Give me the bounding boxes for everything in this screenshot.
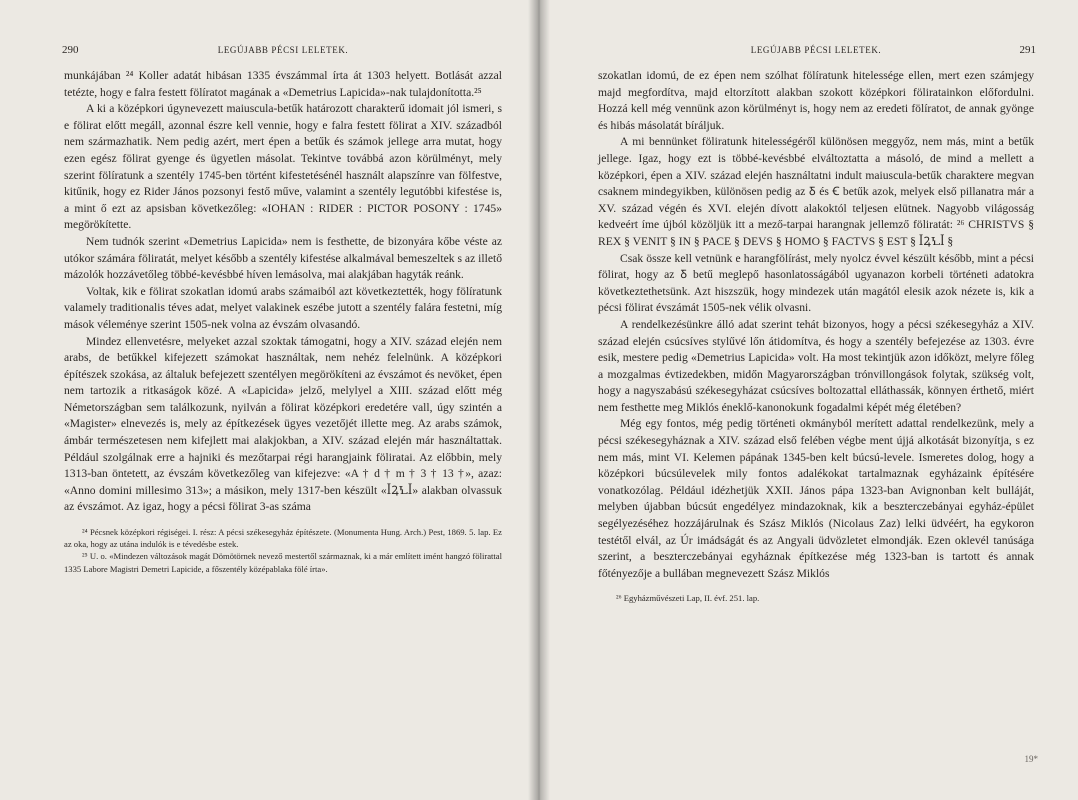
left-running-head: LEGÚJABB PÉCSI LELETEK. [217,45,349,55]
paragraph: Nem tudnók szerint «Demetrius Lapicida» nem is festhette, de bizonyára kőbe véste az utókor számára föliratát, melyet később a szentély kifestése alkalmával bemeszeltek s az illető mázolók hozzávetőleg többé-kevésbbé híven lemásolva, mai alakjában hagyták reánk. [64,234,502,282]
paragraph: A rendelkezésünkre álló adat szerint tehát bizonyos, hogy a pécsi székesegyház a XIV. század elején csúcsíves stylűvé lőn átidomítva, és hogy a szentély befejezése az 1303. évre esik, mestere pedig «Demetrius Lapicida» volt. Ha most tekintjük azon időközt, melyre főleg a mozgalmas évtizedekben, midőn Magyarországban trónvillongások folytak, szükség volt, hogy a nagyszabású székesegyházat csúcsíves boltozattal elláthassák, könnyen érthető, miért nem festhette meg Miklós éneklő-kanonokunk fogadalmi képét még életében? [598,317,1034,414]
right-page-header [598,44,1034,60]
right-footnotes [598,592,1034,604]
paragraph: Mindez ellenvetésre, melyeket azzal szoktak támogatni, hogy a XIV. század elején nem arabs, de betűkkel kifejezett számokat használtak, nem nehéz felelnünk. A középkori építészek szokása, az általuk befejezett szentélyen megörökíteni az évszámot és nevöket, épen nem tartozik a ritkaságok közé. A «Lapicida» jelző, melylyel a XIII. század előtt még Németországban sem találkozunk, nyilván a fölirat középkori eredetére vall, úgy szintén a «Magister» elnevezés is, mely az építkezések ügyes vezetőjét illette meg. Az arabs számok, ámbár természetesen nem kifejlett mai alakjokban, a XIV. század elején már használtattak. Például szolgálnak erre a hajniki és mezőtarpai régi harangjaink föliratai. Az előbbin, mely 1313-ban öntetett, az évszám következőleg van kifejezve: «A † d † m † 3 † 13 †», azaz: «Anno domini millesimo 313»; a másikon, mely 1317-ben készült «ꟾꝜꝆꟾ» alakban olvassuk az évszámot. Az igaz, hogy a pécsi fölirat 3-as száma [64,334,502,514]
right-page [538,0,1078,800]
printer-signature-mark: 19* [1024,754,1038,764]
left-page-header [64,44,502,60]
footnote: ²⁵ U. o. «Mindezen változások magát Dömötörnek nevező mestertől származnak, ki a már említett imént hangzó fölirattal 1335 Labore Magistri Demetri Lapicide, a főszentély középablaka fölé írta». [64,551,502,574]
book-gutter-shadow [528,0,550,800]
left-page-number: 290 [62,44,79,56]
left-page [0,0,538,800]
paragraph: A mi bennünket föliratunk hitelességéről különösen meggyőz, nem más, mint a betűk jellege. Igaz, hogy ezt is többé-kevésbbé elváltoztatta a másoló, de mind a mellett a középkori, épen a XIV. század elején használtatni indult maiuscula-betűk charaktere megvan csaknem mindegyikben, különösen pedig az Ᵹ és Ꞓ betűk azok, melyek első pillanatra már a XV. század végén és XVI. elején dívott alakoktól teljesen elütnek. Nagyobb világosság kedveért íme újból közöljük itt a mező-tarpai harangnak jellemző föliratát: ²⁶ CHRISTVS § REX § VENIT § IN § PACE § DEVS § HOMO § FACTVS § EST § ꟾꝜꝆꟾ § [598,135,1034,248]
right-page-number: 291 [1019,44,1036,56]
paragraph: Csak össze kell vetnünk e harangfölírást, mely nyolcz évvel készült később, mint a pécsi fölirat, hogy az Ᵹ betű meglepő hasonlatosságából ugyanazon korbeli történeti adatokra következtethetsünk. Azt hiszszük, hogy mindezek után magától elesik azok nézete is, kik a pécsi fölirat évszámát 1505-nek vélik olvasni. [598,251,1034,315]
paragraph: A ki a középkori úgynevezett maiuscula-betűk határozott charakterű idomait jól ismeri, s e fölirat előtt megáll, azonnal észre kell vennie, hogy e falra festett fölirat a XIV. századból nem származhatik. Nem pedig azért, mert épen a betűk és számok jellege arra mutat, hogy ezen egész fölirat gyenge és ügyetlen másolat. Tekintve továbbá azon körülményt, mely szerint fölíratunk a szentély 1745-ben történt kifestetésénél használt alapszínre van fölfestve, kitűnik, hogy ez Rider János pozsonyi festő műve, valamint a szentély legutóbbi kifestése is, a mint ő ezt az apsisban következőleg: «IOHAN : RIDER : PICTOR POSONY : 1745» megörökítette. [64,102,502,232]
paragraph: Még egy fontos, még pedig történeti okmányból merített adattal rendelkezünk, mely a pécsi székesegyháznak a XIV. század első felében végbe ment újjá alkotását bizonyítja, s ez nem más, mint VI. Kelemen pápának 1345-ben kelt búcsú-levele. Ismeretes dolog, hogy a középkori búcsúlevelek mily fontos adalékokat tartalmaznak egyházaink építésére vonatkozólag. Például idézhetjük XXII. János pápa 1323-ban Avignonban kelt bulláját, melyben újabban búcsút engedélyez mindazoknak, kik a beszterczebányai egyház-épület segélyezéséhez hozzájárulnak és Szász Miklós (Nicolaus Zaz) lelki üdvéért, ha egykoron testétől elvál, az Úr imádságát és az Angyali üdvözletet elmondják. Ezen oklevél tanúsága szerint, a beszterczebányai egyháznak építkezése még 1323-ban is tartott és annak főtényezője a bullában megnevezett Szász Miklós [598,417,1034,580]
left-body-text [64,68,502,516]
paragraph: szokatlan idomú, de ez épen nem szólhat fölíratunk hitelessége ellen, mert ezen számjegy majd megfordítva, majd eltorzított alakban szokott középkori föliratainkon előfordulni. Hozzá kell még vennünk azon körülményt is, hogy nem az eredeti fölíratot, de annak gyönge és hibás másolatát bíráljuk. [598,69,1034,132]
paragraph: Voltak, kik e fölirat szokatlan idomú arabs számaiból azt következtették, hogy fölíratunk valamely traditionalis téves adat, melyet valakinek eszébe jutott a szentély falára festetni, míg mások véleménye szerint 1505-nek volna az évszám olvasandó. [64,284,502,331]
footnote: ²⁴ Pécsnek középkori régiségei. I. rész: A pécsi székesegyház építészete. (Monumenta Hung. Arch.) Pest, 1869. 5. lap. Ez az oka, hogy az utána indulók is e tévedésbe estek. [64,527,502,550]
right-running-head: LEGÚJABB PÉCSI LELETEK. [750,45,882,55]
paragraph: munkájában ²⁴ Koller adatát hibásan 1335 évszámmal írta át 1303 helyett. Botlását azzal tetézte, hogy e falra festett fölíratot magának a «Demetrius Lapicida»-nak tulajdonította.²⁵ [64,69,502,99]
left-footnotes [64,526,502,575]
footnote: ²⁶ Egyházművészeti Lap, II. évf. 251. lap. [616,593,760,604]
right-body-text [598,68,1034,582]
